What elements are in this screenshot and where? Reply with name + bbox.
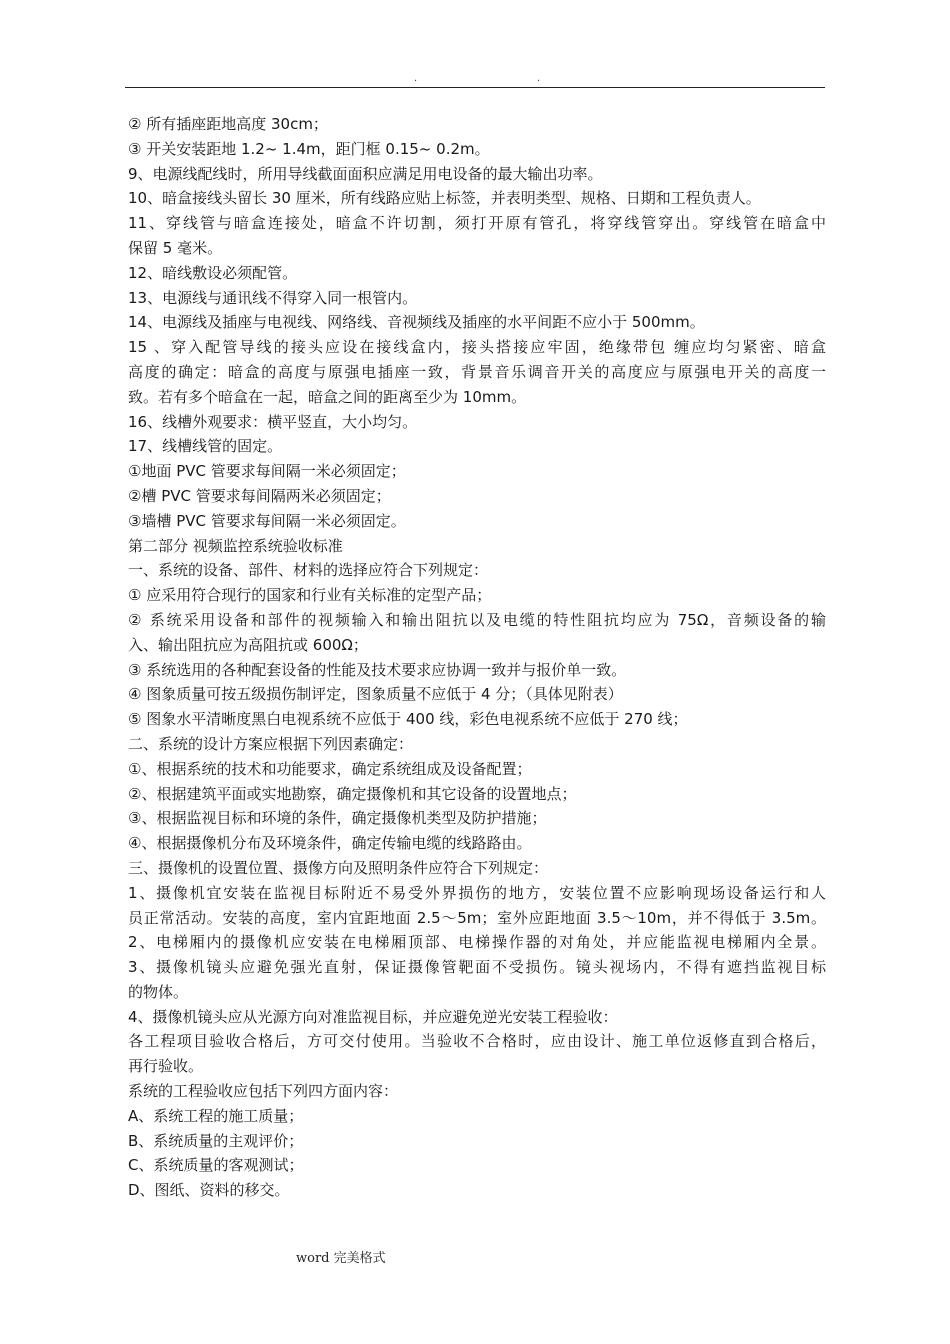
text-line: 再行验收。 xyxy=(128,1057,204,1076)
text-line: 各工程项目验收合格后，方可交付使用。当验收不合格时，应由设计、施工单位返修直到合格后， xyxy=(128,1032,826,1051)
text-line: A、系统工程的施工质量； xyxy=(128,1106,304,1125)
page-footer: word 完美格式 xyxy=(296,1251,386,1266)
text-line: ① 应采用符合现行的国家和行业有关标准的定型产品； xyxy=(128,586,492,605)
text-line: ③ 开关安装距地 1.2~ 1.4m，距门框 0.15~ 0.2m。 xyxy=(128,139,490,158)
text-line: 11、穿线管与暗盒连接处，暗盒不许切割，须打开原有管孔，将穿线管穿出。穿线管在暗盒中 xyxy=(128,214,826,233)
text-line: ①、根据系统的技术和功能要求，确定系统组成及设备配置； xyxy=(128,759,532,778)
text-line: 一、系统的设备、部件、材料的选择应符合下列规定： xyxy=(128,561,489,580)
text-line: ③ 系统选用的各种配套设备的性能及技术要求应协调一致并与报价单一致。 xyxy=(128,660,627,679)
text-line: 16、线槽外观要求：横平竖直，大小均匀。 xyxy=(128,412,418,431)
text-line: ③、根据监视目标和环境的条件，确定摄像机类型及防护措施； xyxy=(128,809,547,828)
text-line: 入、输出阻抗应为高阻抗或 600Ω； xyxy=(128,635,368,654)
text-line: 15 、穿入配管导线的接头应设在接线盒内，接头搭接应牢固，绝缘带包 缠应均匀紧密、暗盒 xyxy=(128,338,826,357)
header-dot-left: . xyxy=(414,73,418,84)
text-line: 1、摄像机宜安装在监视目标附近不易受外界损伤的地方，安装位置不应影响现场设备运行和人 xyxy=(128,883,826,902)
header-rule xyxy=(125,87,825,88)
text-line: D、图纸、资料的移交。 xyxy=(128,1181,290,1200)
text-line: 12、暗线敷设必须配管。 xyxy=(128,263,298,282)
text-line: ④、根据摄像机分布及环境条件，确定传输电缆的线路路由。 xyxy=(128,834,532,853)
text-line: ② 系统采用设备和部件的视频输入和输出阻抗以及电缆的特性阻抗均应为 75Ω，音频设备的输 xyxy=(128,610,826,629)
text-line: 4、摄像机镜头应从光源方向对准监视目标，并应避免逆光安装工程验收： xyxy=(128,1007,618,1026)
text-line: ⑤ 图象水平清晰度黑白电视系统不应低于 400 线，彩色电视系统不应低于 270 线； xyxy=(128,710,688,729)
text-line: B、系统质量的主观评价； xyxy=(128,1131,304,1150)
text-line: 9、电源线配线时，所用导线截面面积应满足用电设备的最大输出功率。 xyxy=(128,164,603,183)
text-line: ①地面 PVC 管要求每间隔一米必须固定； xyxy=(128,462,406,481)
text-line: 3、摄像机镜头应避免强光直射，保证摄像管靶面不受损伤。镜头视场内，不得有遮挡监视目标 xyxy=(128,958,826,977)
text-line: 13、电源线与通讯线不得穿入同一根管内。 xyxy=(128,288,418,307)
header-dot-right: . xyxy=(537,73,541,84)
text-line: 14、电源线及插座与电视线、网络线、音视频线及插座的水平间距不应小于 500mm。 xyxy=(128,313,705,332)
text-line: 2、电梯厢内的摄像机应安装在电梯厢顶部、电梯操作器的对角处，并应能监视电梯厢内全景。 xyxy=(128,933,826,952)
text-line: C、系统质量的客观测试； xyxy=(128,1156,304,1175)
text-line: 高度的确定：暗盒的高度与原强电插座一致，背景音乐调音开关的高度应与原强电开关的高度一 xyxy=(128,362,826,381)
text-line: ④ 图象质量可按五级损伤制评定，图象质量不应低于 4 分；（具体见附表） xyxy=(128,685,623,704)
text-line: 三、摄像机的设置位置、摄像方向及照明条件应符合下列规定： xyxy=(128,858,549,877)
text-line: 系统的工程验收应包括下列四方面内容： xyxy=(128,1082,399,1101)
text-line: ②、根据建筑平面或实地勘察，确定摄像机和其它设备的设置地点； xyxy=(128,784,577,803)
section-heading: 第二部分 视频监控系统验收标准 xyxy=(128,536,343,555)
text-line: ② 所有插座距地高度 30cm； xyxy=(128,115,328,133)
text-line: ②槽 PVC 管要求每间隔两米必须固定； xyxy=(128,486,391,505)
document-body xyxy=(128,112,826,1203)
text-line: 员正常活动。安装的高度，室内宜距地面 2.5～5m；室外应距地面 3.5～10m，并不得低于 3.5m。 xyxy=(128,908,826,927)
text-line: ③墙槽 PVC 管要求每间隔一米必须固定。 xyxy=(128,511,406,530)
text-line: 二、系统的设计方案应根据下列因素确定： xyxy=(128,734,414,753)
text-line: 致。若有多个暗盒在一起，暗盒之间的距离至少为 10mm。 xyxy=(128,387,527,406)
text-line: 10、暗盒接线头留长 30 厘米，所有线路应贴上标签，并表明类型、规格、日期和工程负责人。 xyxy=(128,189,761,208)
text-line: 保留 5 毫米。 xyxy=(128,238,223,257)
text-line: 17、线槽线管的固定。 xyxy=(128,437,283,456)
text-line: 的物体。 xyxy=(128,982,189,1001)
